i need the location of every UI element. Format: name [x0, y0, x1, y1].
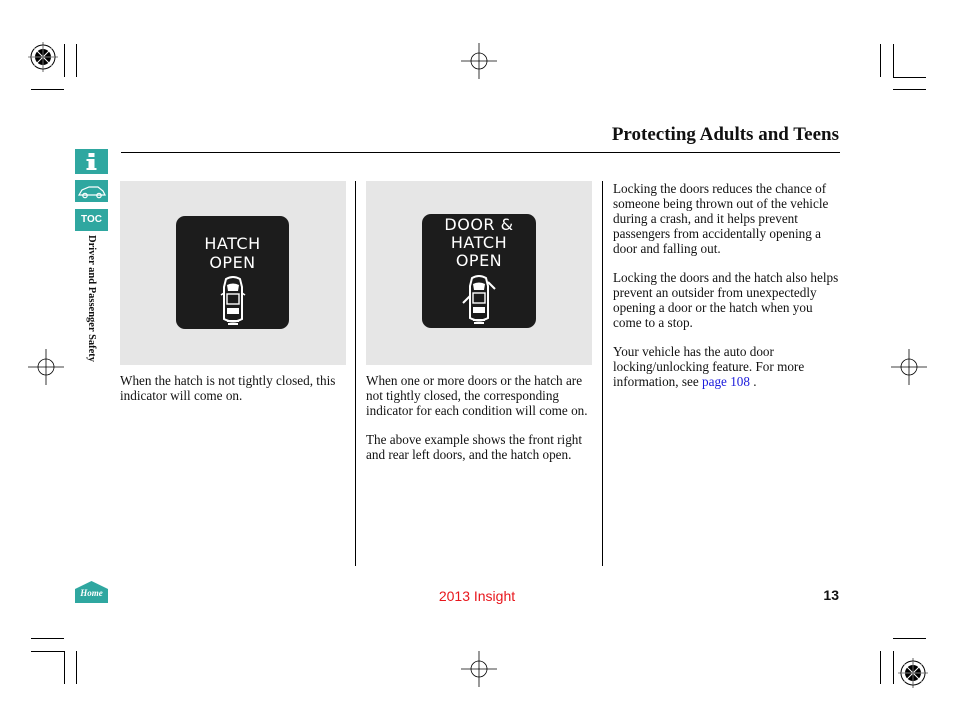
crosshair-left	[28, 349, 64, 385]
column-1-text	[120, 373, 350, 417]
registration-target-top-left	[28, 42, 58, 72]
registration-target-bottom-right	[898, 658, 928, 688]
paragraph-suffix: .	[749, 374, 757, 389]
indicator-text-line3: OPEN	[455, 251, 503, 270]
door-hatch-indicator-panel	[366, 181, 592, 365]
model-name: 2013 Insight	[438, 588, 516, 604]
toc-button[interactable]	[75, 209, 108, 231]
paragraph: The above example shows the front right and rear left doors, and the hatch open.	[366, 432, 583, 462]
indicator-text-line2: OPEN	[209, 253, 256, 272]
car-top-view-icon	[218, 275, 248, 327]
car-top-view-doors-open-icon	[455, 274, 503, 326]
paragraph: Locking the doors reduces the chance of someone being thrown out of the vehicle during a crash, and it helps prevent passengers from accidentally opening a door and falling out.	[613, 181, 829, 256]
toc-label: TOC	[81, 214, 102, 225]
paragraph	[613, 344, 841, 389]
info-icon	[75, 149, 108, 174]
hatch-indicator-panel	[120, 181, 346, 365]
crosshair-right	[891, 349, 927, 385]
paragraph-text: Your vehicle has the auto door locking/unlocking feature. For more information, see	[613, 344, 805, 389]
indicator-text-line2: HATCH	[450, 233, 508, 252]
paragraph: When the hatch is not tightly closed, this indicator will come on.	[120, 373, 336, 403]
info-button[interactable]	[75, 149, 108, 174]
paragraph: When one or more doors or the hatch are not tightly closed, the corresponding indicator for each condition will come on.	[366, 373, 588, 418]
crosshair-top-center	[461, 43, 497, 79]
door-hatch-open-indicator	[422, 214, 536, 328]
vehicle-index-button[interactable]	[75, 180, 108, 202]
column-2-text	[366, 373, 596, 476]
column-divider-1	[355, 181, 356, 566]
crosshair-bottom-center	[461, 651, 497, 687]
header-rule	[121, 152, 840, 153]
home-label: Home	[80, 588, 103, 598]
indicator-text-line1: HATCH	[204, 234, 261, 253]
section-label: Driver and Passenger Safety	[86, 235, 97, 363]
column-divider-2	[602, 181, 603, 566]
page-number: 13	[823, 587, 839, 603]
indicator-text-line1: DOOR &	[444, 215, 514, 234]
hatch-open-indicator	[176, 216, 289, 329]
page-title: Protecting Adults and Teens	[611, 124, 839, 145]
page-108-link[interactable]: page 108	[702, 374, 750, 389]
paragraph: Locking the doors and the hatch also helps prevent an outsider from unexpectedly opening a door or the hatch when you come to a stop.	[613, 270, 839, 330]
column-3-text	[613, 181, 841, 403]
car-icon	[75, 180, 108, 202]
